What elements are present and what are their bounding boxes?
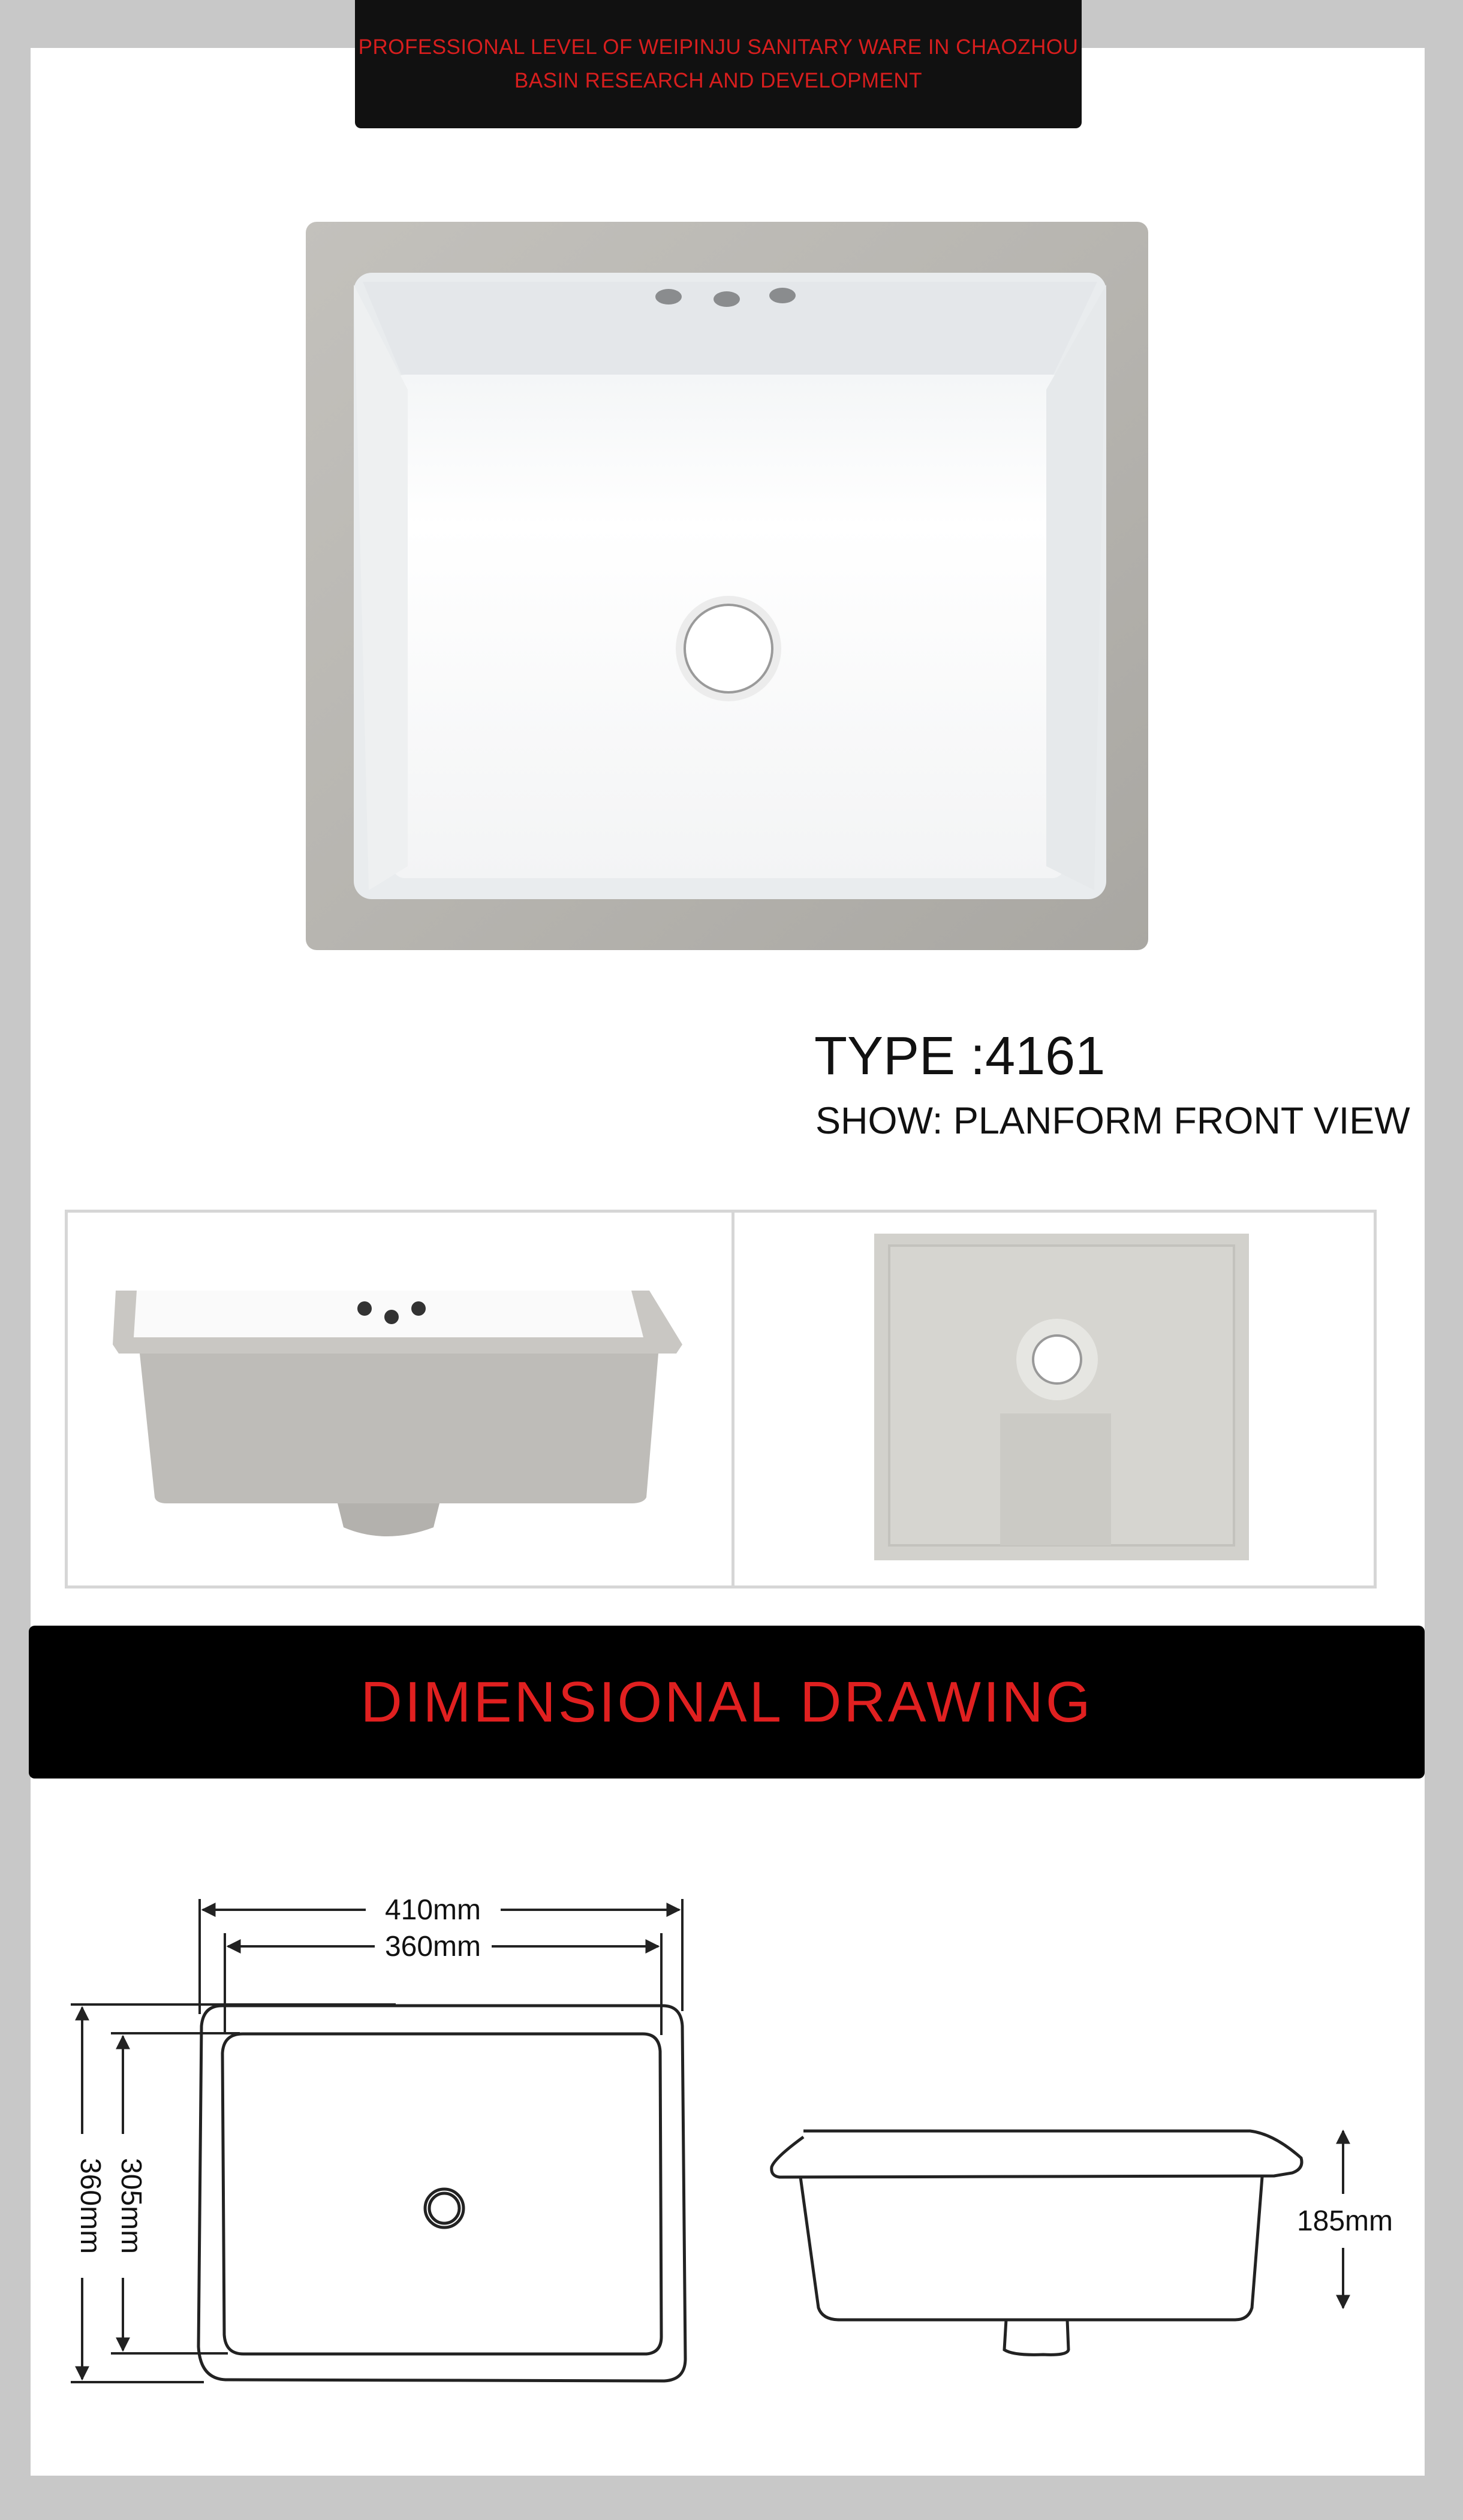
section-title: DIMENSIONAL DRAWING: [360, 1669, 1093, 1734]
outer-width-label: 410mm: [384, 1894, 481, 1926]
inner-width-label: 360mm: [384, 1931, 481, 1963]
product-type: TYPE :4161: [814, 1026, 1106, 1086]
banner-line-1: PROFESSIONAL LEVEL OF WEIPINJU SANITARY WARE IN CHAOZHOU: [358, 35, 1079, 59]
side-view-outline: [772, 2131, 1302, 2355]
view-caption: SHOW: PLANFORM FRONT VIEW: [815, 1100, 1410, 1142]
outer-depth-label: 360mm: [74, 2157, 106, 2254]
height-label: 185mm: [1296, 2205, 1393, 2237]
banner-line-2: BASIN RESEARCH AND DEVELOPMENT: [514, 69, 923, 92]
plan-view-outline: [198, 2006, 685, 2381]
inner-depth-label: 305mm: [115, 2157, 147, 2254]
